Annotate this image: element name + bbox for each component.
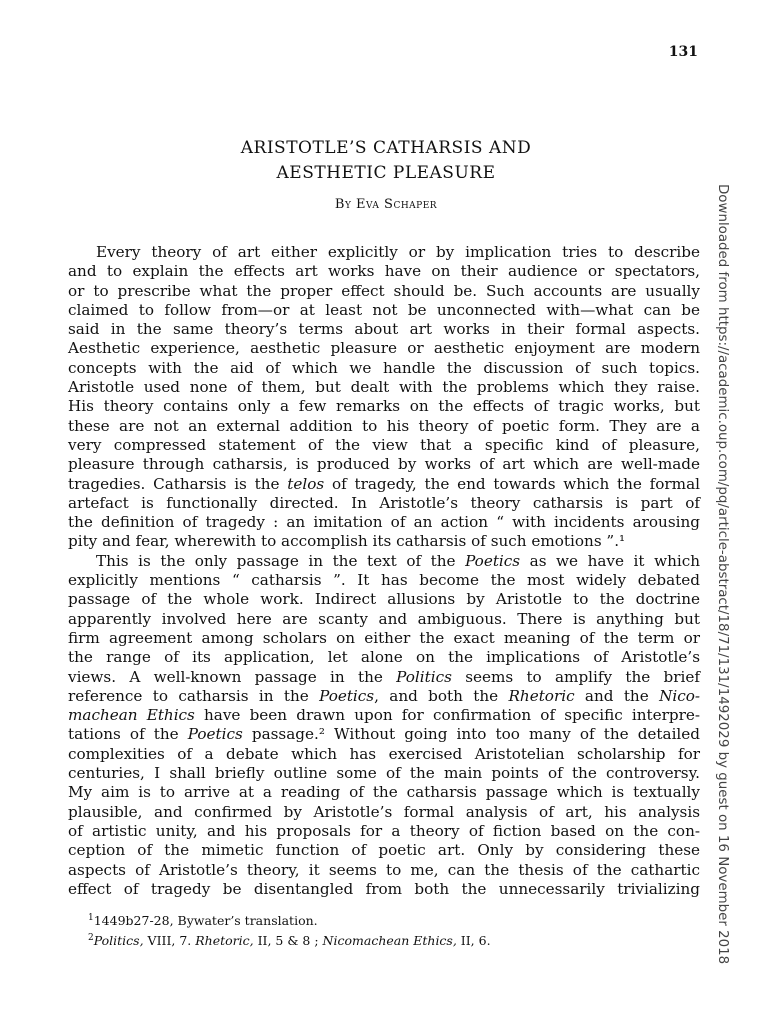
text-line: the range of its application, let alone on the implications of Aristotle’s bbox=[68, 648, 700, 667]
text-line: machean Ethics have been drawn upon for confirmation of specific interpre- bbox=[68, 706, 700, 725]
text-line: aspects of Aristotle’s theory, it seems to me, can the thesis of the cathartic bbox=[68, 860, 700, 879]
text-line: reference to catharsis in the Poetics, and both the Rhetoric and the Nico- bbox=[68, 686, 700, 705]
text-line: artefact is functionally directed. In Aristotle’s theory catharsis is part of bbox=[68, 493, 700, 512]
title-line-2: AESTHETIC PLEASURE bbox=[276, 163, 496, 183]
footnotes bbox=[88, 911, 688, 951]
text-line: plausible, and confirmed by Aristotle’s formal analysis of art, his analysis bbox=[68, 802, 700, 821]
text-line: effect of tragedy be disentangled from both the unnecessarily trivializing bbox=[68, 879, 700, 898]
article-body bbox=[68, 243, 700, 899]
text-line: Every theory of art either explicitly or by implication tries to describe bbox=[96, 243, 700, 261]
text-line: This is the only passage in the text of the Poetics as we have it which bbox=[96, 551, 700, 570]
text-line: apparently involved here are scanty and ambiguous. There is anything but bbox=[68, 609, 700, 628]
footnote-1 bbox=[88, 911, 688, 931]
text-line: complexities of a debate which has exercised Aristotelian scholarship for bbox=[68, 744, 700, 763]
footnote-2 bbox=[88, 931, 688, 951]
text-line: ception of the mimetic function of poetic art. Only by considering these bbox=[68, 841, 700, 860]
text-line: views. A well-known passage in the Politics seems to amplify the brief bbox=[68, 667, 701, 686]
text-line: concepts with the aid of which we handle the discussion of such topics. bbox=[68, 358, 700, 377]
footnote-text: Politics, VIII, 7. Rhetoric, II, 5 & 8 ; Nicomachean Ethics, II, 6. bbox=[93, 933, 491, 948]
article-title bbox=[0, 136, 768, 186]
text-line: His theory contains only a few remarks on the effects of tragic works, but bbox=[68, 397, 700, 416]
text-line: explicitly mentions “ catharsis ”. It has become the most widely debated bbox=[68, 571, 700, 590]
text-line: Aristotle used none of them, but dealt with the problems which they raise. bbox=[68, 378, 700, 397]
text-line: Aesthetic experience, aesthetic pleasure or aesthetic enjoyment are modern bbox=[68, 339, 700, 358]
text-line: tations of the Poetics passage.² Without going into too many of the detailed bbox=[68, 725, 701, 744]
text-line: the definition of tragedy : an imitation of an action “ with incidents arousing bbox=[68, 513, 700, 532]
footnote-mark: 2 bbox=[88, 932, 94, 943]
footnote-mark: 1 bbox=[88, 912, 94, 923]
text-line: said in the same theory’s terms about art works in their formal aspects. bbox=[68, 320, 700, 339]
author-byline: By Eva Schaper bbox=[334, 197, 438, 212]
text-line: firm agreement among scholars on either the exact meaning of the term or bbox=[68, 628, 700, 647]
footnote-text: 1449b27-28, Bywater’s translation. bbox=[93, 913, 318, 928]
text-line: or to prescribe what the proper effect should be. Such accounts are usually bbox=[68, 281, 700, 300]
text-line: My aim is to arrive at a reading of the catharsis passage which is textually bbox=[68, 783, 700, 802]
text-line: of artistic unity, and his proposals for a theory of fiction based on the con- bbox=[68, 821, 700, 840]
text-line: centuries, I shall briefly outline some of the main points of the controversy. bbox=[68, 764, 700, 783]
text-line: and to explain the effects art works have on their audience or spectators, bbox=[68, 262, 700, 281]
text-line: very compressed statement of the view that a specific kind of pleasure, bbox=[68, 435, 700, 454]
text-line: pleasure through catharsis, is produced by works of art which are well-made bbox=[68, 455, 700, 474]
text-line: passage of the whole work. Indirect allusions by Aristotle to the doctrine bbox=[68, 590, 700, 609]
page-number: 131 bbox=[668, 44, 698, 60]
download-watermark: Downloaded from https://academic.oup.com/pq/article-abstract/18/71/131/1492029 by guest on 16 November 2018 bbox=[715, 184, 730, 965]
title-line-1: ARISTOTLE’S CATHARSIS AND bbox=[240, 138, 532, 158]
text-line: tragedies. Catharsis is the telos of tragedy, the end towards which the formal bbox=[68, 474, 700, 493]
text-line: pity and fear, wherewith to accomplish its catharsis of such emotions ”.¹ bbox=[68, 532, 626, 551]
text-line: claimed to follow from—or at least not be unconnected with—what can be bbox=[68, 300, 700, 319]
text-line: these are not an external addition to his theory of poetic form. They are a bbox=[68, 416, 700, 435]
